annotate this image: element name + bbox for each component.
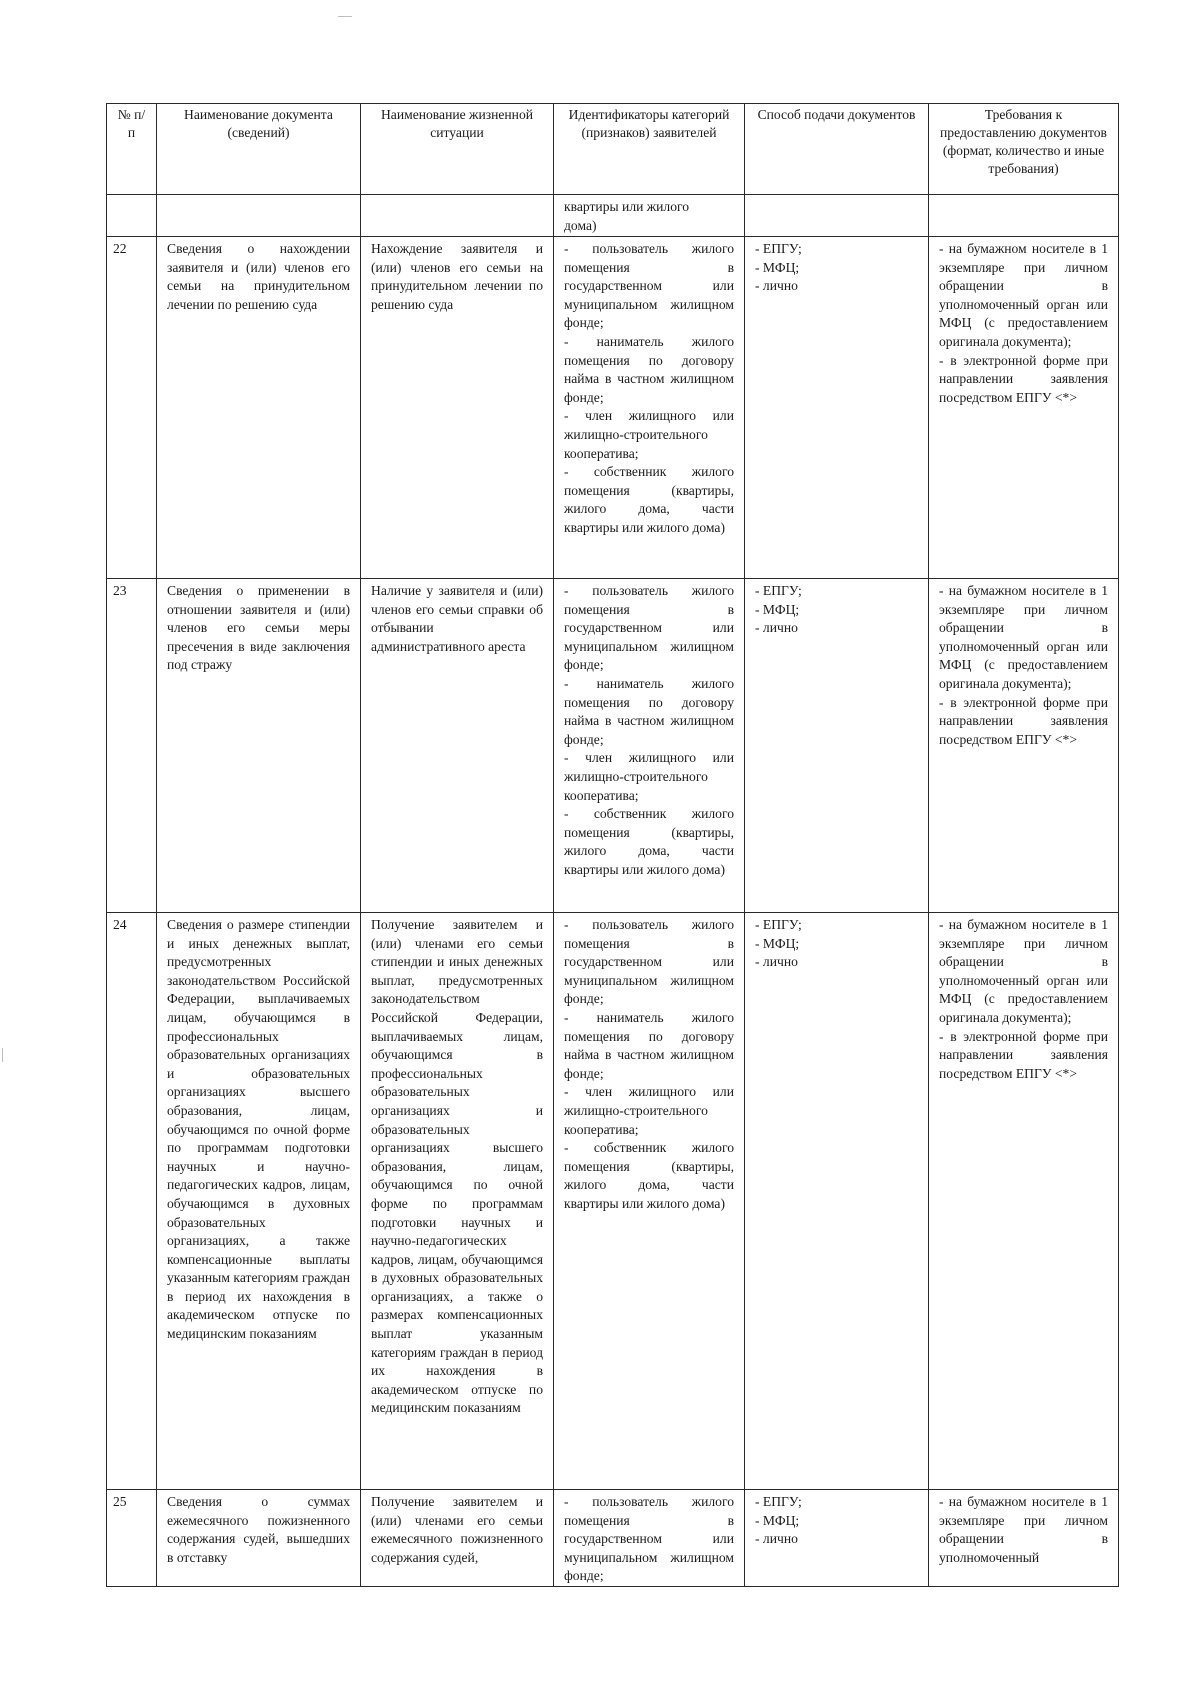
column-header-identifiers: Идентификаторы категорий (признаков) заявителей [554,104,745,195]
identifier-item: - пользователь жилого помещения в государственном или муниципальном жилищном фонде; [564,917,734,1007]
method-item: - ЕПГУ; [755,917,802,932]
identifier-item: - пользователь жилого помещения в государственном или муниципальном жилищном фонде; [564,583,734,673]
cell-document: Сведения о применении в отношении заявителя и (или) членов его семьи меры пресечения в виде заключения под стражу [157,579,361,913]
cell-requirements [929,913,1119,1490]
cell-method [745,579,929,913]
cell-number: 22 [107,237,157,579]
identifier-item: - наниматель жилого помещения по договору найма в частном жилищном фонде; [564,1009,734,1081]
cell-requirements [929,1490,1119,1587]
cell-situation: Получение заявителем и (или) членами его семьи ежемесячного пожизненного содержания судей, [361,1490,554,1587]
table-header-row [107,104,1119,195]
cell-situation: Нахождение заявителя и (или) членов его семьи на принудительном лечении по решению суда [361,237,554,579]
cell-identifiers [554,579,745,913]
column-header-number: № п/п [107,104,157,195]
cell-document: Сведения о размере стипендии и иных денежных выплат, предусмотренных законодательством Российской Федерации, выплачиваемых лицам, обучающимся в профессиональных образовательных организациях и образовательных организациях высшего образования, лицам, обучающимся по очной форме по программам подготовки научных и научно-педагогических кадров, лицам, обучающимся в духовных образовательных организациях, а также компенсационные выплаты указанным категориям граждан в период их нахождения в академическом отпуске по медицинским показаниям [157,913,361,1490]
identifier-item: - пользователь жилого помещения в государственном или муниципальном жилищном фонде; [564,1494,734,1584]
requirement-item: - в электронной форме при направлении заявления посредством ЕПГУ <*> [939,694,1108,747]
identifier-item: - собственник жилого помещения (квартиры, жилого дома, части квартиры или жилого дома) [564,464,734,535]
cell-number [107,195,157,237]
identifier-item: - наниматель жилого помещения по договору найма в частном жилищном фонде; [564,675,734,747]
documents-table [106,103,1119,1587]
cell-identifiers [554,195,745,237]
identifier-line: дома) [564,217,597,233]
cell-situation [361,195,554,237]
table-row [107,913,1119,1490]
identifier-item: - собственник жилого помещения (квартиры, жилого дома, части квартиры или жилого дома) [564,1140,734,1211]
requirement-item: - на бумажном носителе в 1 экземпляре при личном обращении в уполномоченный орган или МФЦ (с предоставлением оригинала документа); [939,917,1108,1025]
identifier-line: квартиры или жилого [564,199,690,214]
identifier-item: - член жилищного или жилищно-строительного кооператива; [564,1084,734,1137]
cell-number: 23 [107,579,157,913]
column-header-situation: Наименование жизненной ситуации [361,104,554,195]
requirement-item: - на бумажном носителе в 1 экземпляре при личном обращении в уполномоченный [939,1494,1108,1565]
method-item: - лично [755,1531,798,1547]
method-item: - МФЦ; [755,601,800,617]
cell-situation: Наличие у заявителя и (или) членов его семьи справки об отбывании административного ареста [361,579,554,913]
method-item: - лично [755,954,798,970]
column-header-method: Способ подачи документов [745,104,929,195]
cell-method [745,195,929,237]
method-item: - МФЦ; [755,1512,800,1528]
cell-document [157,195,361,237]
identifier-item: - пользователь жилого помещения в государственном или муниципальном жилищном фонде; [564,241,734,331]
method-item: - МФЦ; [755,259,800,275]
cell-identifiers [554,1490,745,1587]
identifier-item: - собственник жилого помещения (квартиры, жилого дома, части квартиры или жилого дома) [564,806,734,877]
method-item: - лично [755,620,798,636]
cell-identifiers [554,913,745,1490]
requirement-item: - на бумажном носителе в 1 экземпляре при личном обращении в уполномоченный орган или МФЦ (с предоставлением оригинала документа); [939,583,1108,691]
method-item: - лично [755,278,798,294]
method-item: - ЕПГУ; [755,1494,802,1509]
cell-number: 25 [107,1490,157,1587]
column-header-document: Наименование документа (сведений) [157,104,361,195]
scan-mark [338,16,352,17]
method-item: - ЕПГУ; [755,241,802,256]
cell-identifiers [554,237,745,579]
requirement-item: - на бумажном носителе в 1 экземпляре при личном обращении в уполномоченный орган или МФЦ (с предоставлением оригинала документа); [939,241,1108,349]
table-row [107,237,1119,579]
cell-document: Сведения о нахождении заявителя и (или) членов его семьи на принудительном лечении по решению суда [157,237,361,579]
cell-method [745,237,929,579]
identifier-item: - наниматель жилого помещения по договору найма в частном жилищном фонде; [564,333,734,405]
column-header-requirements: Требования к предоставлению документов (формат, количество и иные требования) [929,104,1119,195]
cell-requirements [929,579,1119,913]
cell-situation: Получение заявителем и (или) членами его семьи стипендии и иных денежных выплат, предусмотренных законодательством Российской Федерации, выплачиваемых лицам, обучающимся в профессиональных образовательных организациях и образовательных организациях высшего образования, лицам, обучающимся по очной форме по программам подготовки научных и научно-педагогических кадров, лицам, обучающимся в духовных образовательных организациях, а также о размерах компенсационных выплат указанным категориям граждан в период их нахождения в академическом отпуске по медицинским показаниям [361,913,554,1490]
requirement-item: - в электронной форме при направлении заявления посредством ЕПГУ <*> [939,352,1108,405]
scan-mark [2,1048,3,1062]
method-item: - ЕПГУ; [755,583,802,598]
identifier-item: - член жилищного или жилищно-строительного кооператива; [564,750,734,803]
table-row [107,1490,1119,1587]
table-row [107,579,1119,913]
cell-method [745,913,929,1490]
identifier-item: - член жилищного или жилищно-строительного кооператива; [564,408,734,461]
table-row-continuation [107,195,1119,237]
requirement-item: - в электронной форме при направлении заявления посредством ЕПГУ <*> [939,1028,1108,1081]
cell-document: Сведения о суммах ежемесячного пожизненного содержания судей, вышедших в отставку [157,1490,361,1587]
cell-method [745,1490,929,1587]
cell-requirements [929,237,1119,579]
cell-number: 24 [107,913,157,1490]
method-item: - МФЦ; [755,935,800,951]
cell-requirements [929,195,1119,237]
